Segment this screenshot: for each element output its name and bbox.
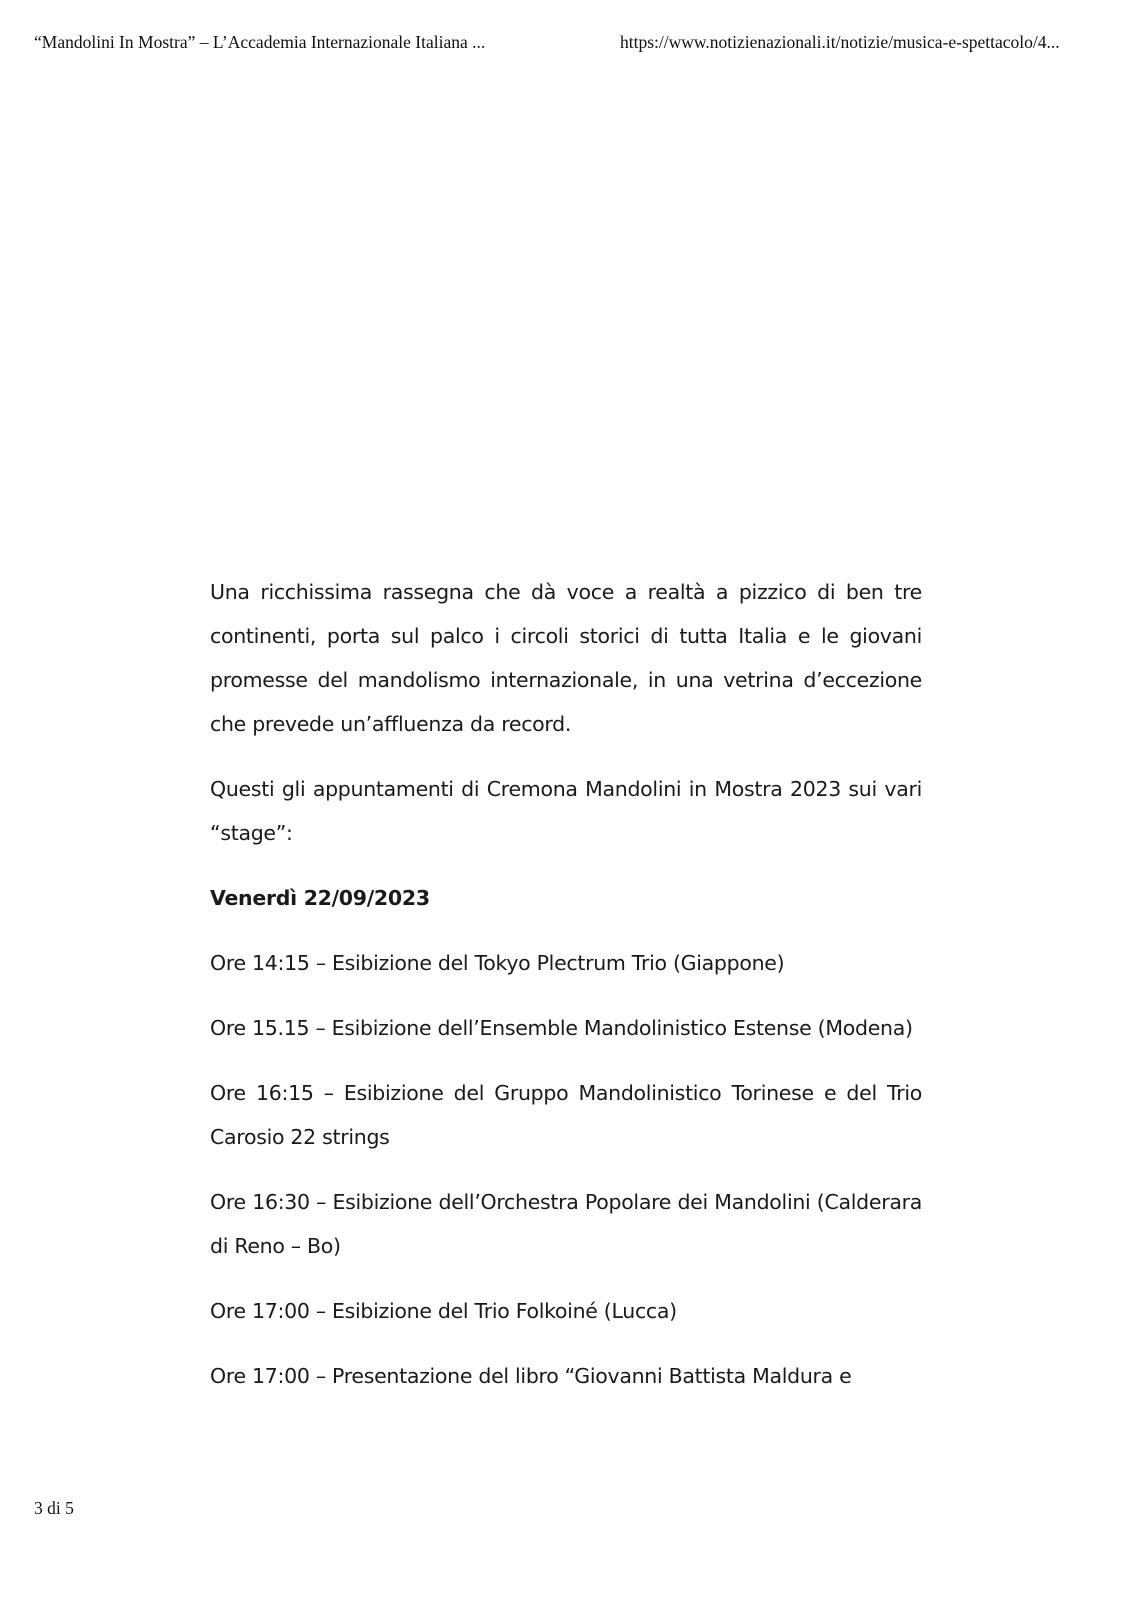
schedule-item: Ore 17:00 – Presentazione del libro “Giovanni Battista Maldura e bbox=[210, 1364, 852, 1388]
schedule-item: Ore 16:30 – Esibizione dell’Orchestra Popolare dei Mandolini (Calderara di Reno – Bo) bbox=[210, 1190, 922, 1258]
schedule-item: Ore 15.15 – Esibizione dell’Ensemble Mandolinistico Estense (Modena) bbox=[210, 1016, 913, 1040]
page-indicator: 3 di 5 bbox=[34, 1498, 74, 1518]
article-body bbox=[210, 570, 922, 1419]
schedule-item: Ore 16:15 – Esibizione del Gruppo Mandolinistico Torinese e del Trio Carosio 22 strings bbox=[210, 1081, 922, 1149]
day-heading: Venerdì 22/09/2023 bbox=[210, 886, 430, 910]
intro-paragraph: Una ricchissima rassegna che dà voce a realtà a pizzico di ben tre continenti, porta sul palco i circoli storici di tutta Italia e le giovani promesse del mandolismo internazionale, in una vetrina d’eccezione che prevede un’affluenza da record. bbox=[210, 580, 922, 736]
print-header-url: https://www.notizienazionali.it/notizie/musica-e-spettacolo/4... bbox=[620, 32, 1060, 52]
lead-paragraph: Questi gli appuntamenti di Cremona Mandolini in Mostra 2023 sui vari “stage”: bbox=[210, 777, 922, 845]
schedule-item: Ore 17:00 – Esibizione del Trio Folkoiné (Lucca) bbox=[210, 1299, 677, 1323]
print-header-title: “Mandolini In Mostra” – L’Accademia Internazionale Italiana ... bbox=[34, 32, 486, 52]
schedule-item: Ore 14:15 – Esibizione del Tokyo Plectrum Trio (Giappone) bbox=[210, 951, 785, 975]
